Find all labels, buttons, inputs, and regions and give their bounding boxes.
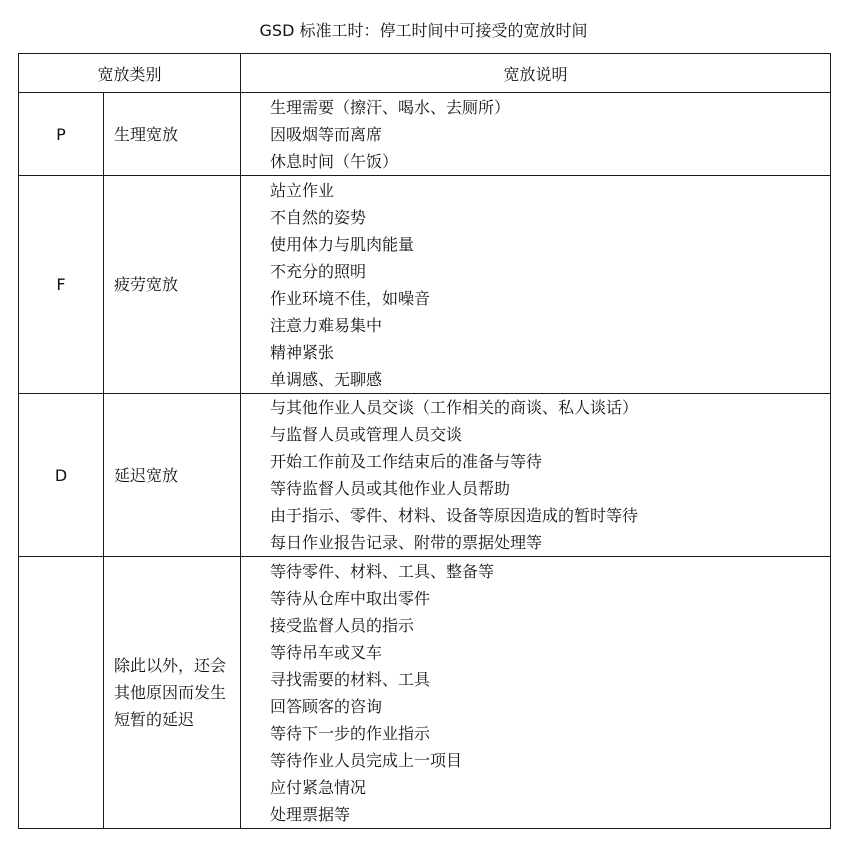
list-item: 不充分的照明 (270, 261, 367, 281)
list-item: 注意力难易集中 (270, 315, 383, 335)
table-row-d (19, 394, 831, 557)
row-category: 生理宽放 (104, 93, 241, 176)
row-code (19, 557, 104, 829)
list-item: 等待监督人员或其他作业人员帮助 (270, 479, 511, 498)
row-code: D (19, 394, 104, 557)
row-category: 延迟宽放 (104, 394, 241, 557)
row-code: P (19, 93, 104, 176)
table-row-p (19, 93, 831, 176)
list-item: 等待从仓库中取出零件 (270, 588, 431, 608)
page-title: GSD 标准工时：停工时间中可接受的宽放时间 (259, 21, 588, 40)
list-item: 等待作业人员完成上一项目 (270, 750, 463, 770)
table-header-row (19, 54, 831, 93)
list-item: 与监督人员或管理人员交谈 (270, 425, 463, 444)
row-description (241, 93, 831, 176)
list-item: 站立作业 (270, 180, 335, 200)
list-item: 休息时间（午饭） (270, 151, 399, 171)
row-category: 除此以外，还会其他原因而发生短暂的延迟 (104, 557, 241, 829)
row-description (241, 557, 831, 829)
list-item: 等待吊车或叉车 (270, 642, 383, 662)
list-item: 等待下一步的作业指示 (270, 723, 431, 743)
list-item: 不自然的姿势 (270, 207, 367, 227)
list-item: 作业环境不佳，如噪音 (270, 288, 431, 308)
list-item: 生理需要（擦汗、喝水、去厕所） (270, 97, 511, 117)
list-item: 处理票据等 (270, 804, 351, 824)
list-item: 由于指示、零件、材料、设备等原因造成的暂时等待 (270, 506, 639, 525)
row-code: F (19, 176, 104, 394)
list-item: 应付紧急情况 (270, 777, 367, 797)
list-item: 因吸烟等而离席 (270, 124, 383, 144)
allowance-table (18, 53, 831, 829)
list-item: 单调感、无聊感 (270, 369, 383, 389)
list-item: 每日作业报告记录、附带的票据处理等 (270, 533, 543, 552)
list-item: 开始工作前及工作结束后的准备与等待 (270, 452, 543, 471)
row-description (241, 394, 831, 557)
table-row-other (19, 557, 831, 829)
list-item: 回答顾客的咨询 (270, 696, 383, 716)
table-row-f (19, 176, 831, 394)
header-category: 宽放类别 (19, 54, 241, 93)
header-description: 宽放说明 (241, 54, 831, 93)
list-item: 寻找需要的材料、工具 (270, 669, 431, 689)
row-description (241, 176, 831, 394)
row-category: 疲劳宽放 (104, 176, 241, 394)
list-item: 精神紧张 (270, 342, 335, 362)
list-item: 等待零件、材料、工具、整备等 (270, 561, 495, 581)
list-item: 使用体力与肌肉能量 (270, 234, 415, 254)
list-item: 与其他作业人员交谈（工作相关的商谈、私人谈话） (270, 398, 639, 417)
list-item: 接受监督人员的指示 (270, 615, 415, 635)
